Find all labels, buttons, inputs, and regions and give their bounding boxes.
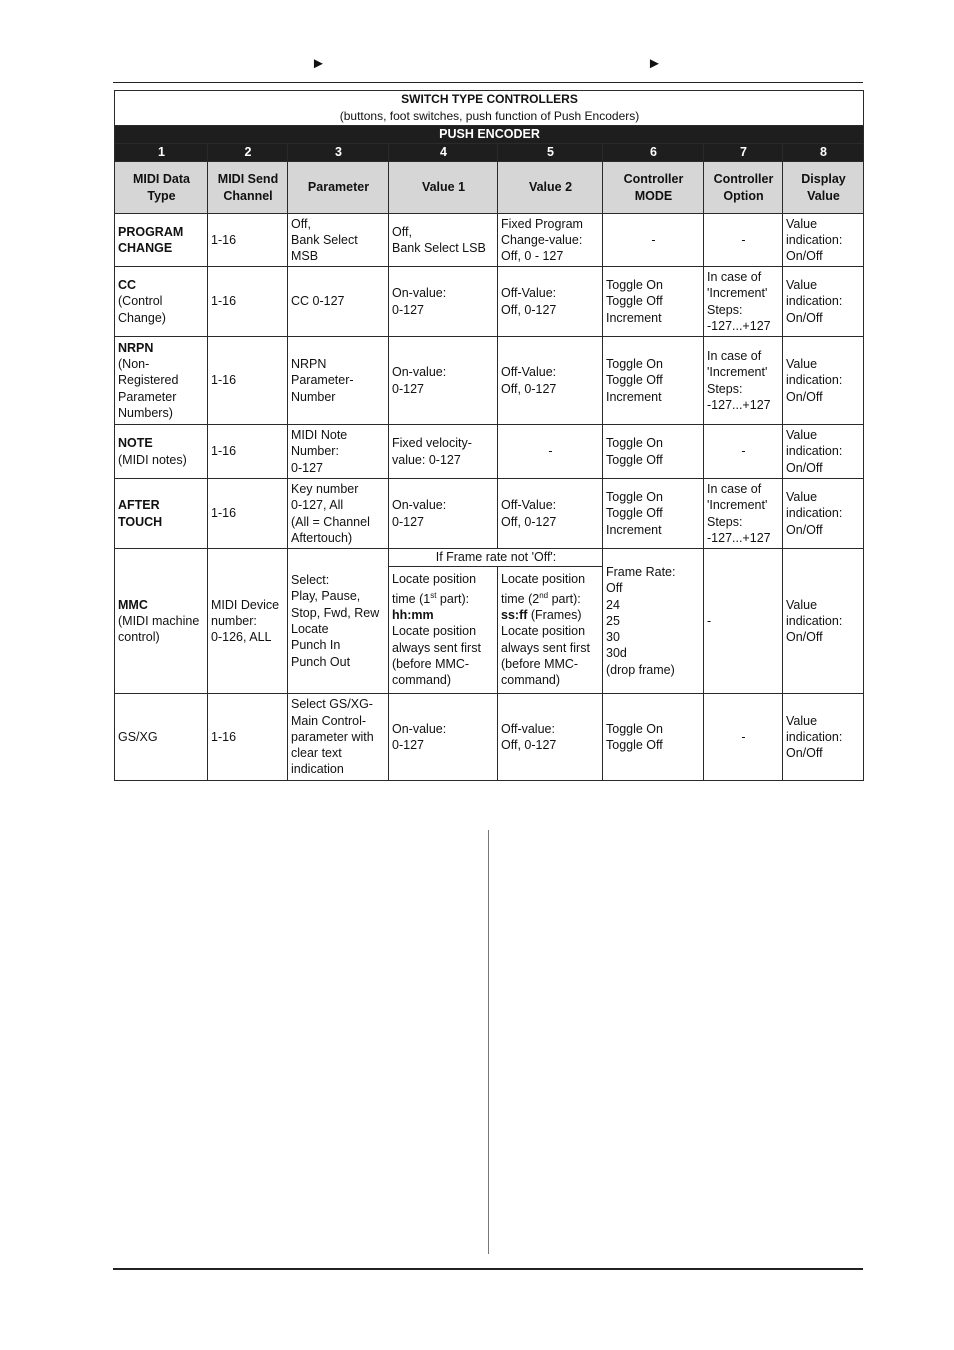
display-cell bbox=[783, 267, 864, 337]
value1-cell bbox=[389, 337, 498, 425]
gsxg-parameter-line: Select GS/XG- bbox=[291, 697, 373, 712]
mmc-value1-line: command) bbox=[392, 673, 452, 688]
channel-line: 1-16 bbox=[211, 232, 237, 247]
gsxg-value1-line: On-value: bbox=[392, 721, 447, 736]
arrow-right-icon: ► bbox=[647, 55, 662, 72]
column-number: 4 bbox=[389, 144, 498, 162]
mmc-value2-line: (before MMC- bbox=[501, 657, 579, 672]
display-line: On/Off bbox=[786, 460, 823, 475]
mode-line: Toggle On bbox=[606, 357, 663, 372]
value2-line: - bbox=[548, 444, 553, 459]
column-header bbox=[288, 162, 389, 214]
mmc-value2-cell bbox=[498, 567, 603, 694]
column-header-line: Value 2 bbox=[528, 180, 573, 195]
mmc-mode-line: (drop frame) bbox=[606, 662, 675, 677]
column-header-line: Value 1 bbox=[421, 180, 466, 195]
mmc-value1-time: time (1 bbox=[392, 591, 431, 606]
parameter-line: Key number bbox=[291, 481, 359, 496]
mmc-value2-line: command) bbox=[501, 673, 561, 688]
parameter-line: Number bbox=[291, 389, 336, 404]
display-line: Value bbox=[786, 278, 818, 293]
switch-type-controllers-table bbox=[114, 90, 864, 781]
value1-line: 0-127 bbox=[392, 381, 424, 396]
mode-line: Toggle Off bbox=[606, 452, 663, 467]
midi-data-type-cell bbox=[115, 214, 208, 267]
column-number: 8 bbox=[783, 144, 864, 162]
mmc-value2-pre: Locate position bbox=[501, 572, 586, 587]
value1-line: 0-127 bbox=[392, 514, 424, 529]
parameter-line: Parameter- bbox=[291, 373, 354, 388]
value2-line: Fixed Program bbox=[501, 216, 583, 231]
mmc-parameter-cell bbox=[288, 549, 389, 694]
value1-cell bbox=[389, 479, 498, 549]
table-row bbox=[115, 214, 864, 267]
option-line: Steps: bbox=[707, 514, 743, 529]
parameter-line: Off, bbox=[291, 216, 311, 231]
column-number: 7 bbox=[704, 144, 783, 162]
column-header-line: MIDI Send bbox=[217, 172, 279, 187]
table-body bbox=[115, 214, 864, 549]
gsxg-value1-cell bbox=[389, 694, 498, 781]
mmc-type-cell bbox=[115, 549, 208, 694]
option-cell bbox=[704, 337, 783, 425]
mode-line: Toggle Off bbox=[606, 506, 663, 521]
gsxg-value2-cell bbox=[498, 694, 603, 781]
midi-data-type-label: TOUCH bbox=[118, 514, 163, 529]
value2-cell bbox=[498, 337, 603, 425]
gsxg-display-line: indication: bbox=[786, 729, 843, 744]
column-header-row bbox=[115, 162, 864, 214]
section-header: PUSH ENCODER bbox=[115, 126, 864, 144]
mmc-mode-line: Off bbox=[606, 581, 623, 596]
midi-data-type-label: PROGRAM bbox=[118, 224, 184, 239]
table-title: SWITCH TYPE CONTROLLERS bbox=[401, 92, 578, 106]
mmc-option-cell: - bbox=[704, 549, 783, 694]
display-line: indication: bbox=[786, 444, 843, 459]
table-row bbox=[115, 267, 864, 337]
mmc-value1-pre: Locate position bbox=[392, 572, 477, 587]
column-header-line: Type bbox=[147, 188, 176, 203]
column-header-line: Channel bbox=[223, 188, 273, 203]
value2-line: Off, 0-127 bbox=[501, 514, 557, 529]
gsxg-parameter-line: parameter with bbox=[291, 729, 374, 744]
mmc-channel-line: MIDI Device bbox=[211, 597, 280, 612]
column-header bbox=[603, 162, 704, 214]
column-number-row bbox=[115, 144, 864, 162]
option-line: 'Increment' bbox=[707, 498, 768, 513]
display-line: indication: bbox=[786, 232, 843, 247]
value2-cell bbox=[498, 425, 603, 479]
value1-cell bbox=[389, 267, 498, 337]
option-line: - bbox=[741, 232, 746, 247]
option-line: Steps: bbox=[707, 302, 743, 317]
gsxg-option-cell: - bbox=[704, 694, 783, 781]
midi-data-type-desc: Registered bbox=[118, 373, 179, 388]
channel-cell bbox=[208, 214, 288, 267]
gsxg-parameter-line: Main Control- bbox=[291, 713, 367, 728]
arrow-right-icon: ► bbox=[311, 55, 326, 72]
mmc-value2-format: ss:ff bbox=[501, 608, 528, 623]
midi-data-type-label: AFTER bbox=[118, 498, 160, 513]
value2-line: Change-value: bbox=[501, 232, 583, 247]
mmc-value1-time-suffix: part): bbox=[436, 591, 470, 606]
channel-cell bbox=[208, 479, 288, 549]
mmc-channel-line: number: bbox=[211, 613, 257, 628]
table-title-row bbox=[115, 91, 864, 126]
mmc-value1-line: always sent first bbox=[392, 640, 481, 655]
column-header-line: Parameter bbox=[307, 180, 370, 195]
option-line: In case of bbox=[707, 348, 762, 363]
mmc-type-label: MMC bbox=[118, 597, 148, 612]
parameter-cell bbox=[288, 425, 389, 479]
midi-data-type-label: CHANGE bbox=[118, 241, 173, 255]
channel-line: 1-16 bbox=[211, 444, 237, 459]
display-line: Value bbox=[786, 490, 818, 505]
value2-cell bbox=[498, 214, 603, 267]
mmc-display-line: indication: bbox=[786, 613, 843, 628]
option-line: -127...+127 bbox=[707, 397, 771, 412]
mmc-value2-sup: nd bbox=[539, 590, 549, 600]
table-row bbox=[115, 425, 864, 479]
midi-data-type-desc: Numbers) bbox=[118, 405, 173, 420]
value2-line: Off, 0 - 127 bbox=[501, 249, 564, 264]
value1-cell bbox=[389, 425, 498, 479]
mode-cell bbox=[603, 214, 704, 267]
value2-line: Off-Value: bbox=[501, 498, 557, 513]
gsxg-mode-line: Toggle Off bbox=[606, 738, 663, 752]
mode-line: Toggle Off bbox=[606, 373, 663, 388]
mmc-frame-note: If Frame rate not 'Off': bbox=[389, 549, 603, 567]
table-title-cell bbox=[115, 91, 864, 126]
column-header bbox=[498, 162, 603, 214]
gsxg-value2-line: Off-value: bbox=[501, 721, 555, 736]
gsxg-parameter-cell bbox=[288, 694, 389, 781]
column-header-line: Option bbox=[723, 188, 764, 203]
mmc-mode-line: 30 bbox=[606, 630, 620, 645]
option-line: In case of bbox=[707, 269, 762, 284]
parameter-cell bbox=[288, 479, 389, 549]
mmc-value2-format-suffix: (Frames) bbox=[527, 608, 582, 623]
column-header-line: MODE bbox=[634, 188, 673, 203]
mmc-type-desc: control) bbox=[118, 630, 160, 645]
display-cell bbox=[783, 214, 864, 267]
midi-data-type-cell bbox=[115, 425, 208, 479]
parameter-line: MSB bbox=[291, 249, 319, 264]
column-header-line: Value bbox=[807, 188, 840, 203]
mode-line: Toggle Off bbox=[606, 294, 663, 309]
display-line: Value bbox=[786, 357, 818, 372]
midi-data-type-desc: (MIDI notes) bbox=[118, 452, 187, 467]
mode-line: Increment bbox=[606, 522, 662, 537]
option-line: -127...+127 bbox=[707, 530, 771, 545]
value1-line: 0-127 bbox=[392, 302, 424, 317]
mmc-mode-line: 30d bbox=[606, 646, 627, 661]
option-cell bbox=[704, 425, 783, 479]
display-cell bbox=[783, 337, 864, 425]
option-cell bbox=[704, 267, 783, 337]
mmc-value1-format: hh:mm bbox=[392, 608, 434, 623]
table-row bbox=[115, 549, 864, 567]
mmc-type-desc: (MIDI machine bbox=[118, 613, 200, 628]
mode-cell bbox=[603, 337, 704, 425]
parameter-line: (All = Channel bbox=[291, 514, 370, 529]
option-line: 'Increment' bbox=[707, 365, 768, 380]
column-header bbox=[704, 162, 783, 214]
display-line: indication: bbox=[786, 294, 843, 309]
mmc-parameter-line: Punch In bbox=[291, 638, 341, 653]
mmc-value2-line: always sent first bbox=[501, 640, 590, 655]
column-number: 6 bbox=[603, 144, 704, 162]
mode-line: Toggle On bbox=[606, 490, 663, 505]
mmc-value1-cell bbox=[389, 567, 498, 694]
mmc-value2-time-suffix: part): bbox=[548, 591, 581, 606]
display-line: indication: bbox=[786, 506, 843, 521]
gsxg-channel-cell: 1-16 bbox=[208, 694, 288, 781]
parameter-cell bbox=[288, 267, 389, 337]
column-header bbox=[389, 162, 498, 214]
mmc-channel-cell bbox=[208, 549, 288, 694]
mmc-parameter-line: Stop, Fwd, Rew bbox=[291, 605, 380, 620]
bottom-rule bbox=[113, 1268, 863, 1270]
mmc-display-line: Value bbox=[786, 597, 818, 612]
mode-cell bbox=[603, 479, 704, 549]
midi-data-type-desc: (Control bbox=[118, 294, 163, 309]
display-line: Value bbox=[786, 216, 818, 231]
parameter-line: Bank Select bbox=[291, 232, 358, 247]
gsxg-value2-line: Off, 0-127 bbox=[501, 738, 557, 752]
value2-line: Off-Value: bbox=[501, 365, 557, 380]
option-cell bbox=[704, 479, 783, 549]
table-row bbox=[115, 694, 864, 781]
midi-data-type-cell bbox=[115, 337, 208, 425]
column-number: 1 bbox=[115, 144, 208, 162]
gsxg-display-line: Value bbox=[786, 713, 818, 728]
display-line: On/Off bbox=[786, 522, 823, 537]
parameter-line: NRPN bbox=[291, 357, 327, 372]
gsxg-mode-cell bbox=[603, 694, 704, 781]
display-line: On/Off bbox=[786, 389, 823, 404]
mmc-display-line: On/Off bbox=[786, 630, 823, 645]
mode-line: Toggle On bbox=[606, 436, 663, 451]
gsxg-type-cell: GS/XG bbox=[115, 694, 208, 781]
mode-line: Increment bbox=[606, 310, 662, 325]
option-cell bbox=[704, 214, 783, 267]
column-header bbox=[783, 162, 864, 214]
display-line: On/Off bbox=[786, 249, 823, 264]
mmc-parameter-line: Play, Pause, bbox=[291, 589, 361, 604]
parameter-line: Aftertouch) bbox=[291, 530, 353, 545]
value1-line: Fixed velocity- bbox=[392, 436, 472, 451]
display-cell bbox=[783, 479, 864, 549]
value1-cell bbox=[389, 214, 498, 267]
midi-data-type-cell bbox=[115, 479, 208, 549]
display-line: indication: bbox=[786, 373, 843, 388]
mmc-parameter-line: Punch Out bbox=[291, 654, 351, 669]
option-line: -127...+127 bbox=[707, 318, 771, 333]
gsxg-display-line: On/Off bbox=[786, 746, 823, 761]
gsxg-parameter-line: clear text bbox=[291, 746, 342, 761]
mmc-display-cell bbox=[783, 549, 864, 694]
channel-line: 1-16 bbox=[211, 294, 237, 309]
mode-cell bbox=[603, 425, 704, 479]
channel-line: 1-16 bbox=[211, 506, 237, 521]
mmc-channel-line: 0-126, ALL bbox=[211, 630, 272, 645]
column-header bbox=[115, 162, 208, 214]
gsxg-parameter-line: indication bbox=[291, 762, 344, 777]
top-rule bbox=[113, 82, 863, 83]
parameter-line: MIDI Note bbox=[291, 428, 348, 443]
mmc-value1-line: Locate position bbox=[392, 624, 477, 639]
parameter-line: 0-127, All bbox=[291, 498, 344, 513]
value1-line: On-value: bbox=[392, 365, 447, 380]
parameter-line: Number: bbox=[291, 444, 339, 459]
midi-data-type-label: NOTE bbox=[118, 436, 153, 451]
column-header-line: MIDI Data bbox=[133, 172, 190, 187]
table-row bbox=[115, 479, 864, 549]
column-header-line: Controller bbox=[713, 172, 774, 187]
mode-cell bbox=[603, 267, 704, 337]
mmc-mode-line: Frame Rate: bbox=[606, 564, 676, 579]
channel-cell bbox=[208, 425, 288, 479]
value2-line: Off, 0-127 bbox=[501, 302, 557, 317]
value1-line: On-value: bbox=[392, 498, 447, 513]
value1-line: Off, bbox=[392, 224, 412, 239]
column-number: 3 bbox=[288, 144, 389, 162]
display-line: Value bbox=[786, 428, 818, 443]
mmc-parameter-line: Locate bbox=[291, 622, 329, 636]
value2-line: Off, 0-127 bbox=[501, 381, 557, 396]
value1-line: Bank Select LSB bbox=[392, 241, 486, 255]
midi-data-type-desc: Change) bbox=[118, 310, 166, 325]
mmc-mode-line: 24 bbox=[606, 597, 620, 612]
channel-cell bbox=[208, 337, 288, 425]
column-divider bbox=[488, 830, 489, 1254]
mmc-value1-sup: st bbox=[430, 590, 437, 600]
mode-line: Toggle On bbox=[606, 278, 663, 293]
column-number: 2 bbox=[208, 144, 288, 162]
midi-data-type-label: CC bbox=[118, 278, 137, 293]
mmc-value1-line: (before MMC- bbox=[392, 657, 470, 672]
value2-cell bbox=[498, 267, 603, 337]
channel-cell bbox=[208, 267, 288, 337]
table-row bbox=[115, 337, 864, 425]
parameter-cell bbox=[288, 214, 389, 267]
option-line: - bbox=[741, 444, 746, 459]
parameter-cell bbox=[288, 337, 389, 425]
mmc-value2-time: time (2 bbox=[501, 591, 540, 606]
gsxg-display-cell bbox=[783, 694, 864, 781]
gsxg-value1-line: 0-127 bbox=[392, 738, 424, 752]
column-header-line: Display bbox=[801, 172, 846, 187]
option-line: 'Increment' bbox=[707, 286, 768, 301]
display-cell bbox=[783, 425, 864, 479]
option-line: Steps: bbox=[707, 381, 743, 396]
section-header-row bbox=[115, 126, 864, 144]
mmc-mode-line: 25 bbox=[606, 613, 620, 628]
midi-data-type-desc: (Non- bbox=[118, 357, 150, 372]
parameter-line: CC 0-127 bbox=[291, 294, 345, 309]
option-line: In case of bbox=[707, 481, 762, 496]
gsxg-mode-line: Toggle On bbox=[606, 721, 663, 736]
channel-line: 1-16 bbox=[211, 373, 237, 388]
column-header bbox=[208, 162, 288, 214]
table-subtitle: (buttons, foot switches, push function of Push Encoders) bbox=[339, 109, 640, 123]
value1-line: value: 0-127 bbox=[392, 452, 461, 467]
parameter-line: 0-127 bbox=[291, 460, 323, 475]
column-number: 5 bbox=[498, 144, 603, 162]
mmc-mode-cell bbox=[603, 549, 704, 694]
value1-line: On-value: bbox=[392, 286, 447, 301]
mmc-value2-line: Locate position bbox=[501, 624, 586, 639]
midi-data-type-desc: Parameter bbox=[118, 389, 177, 404]
mode-line: - bbox=[651, 232, 656, 247]
midi-data-type-label: NRPN bbox=[118, 340, 154, 355]
value2-cell bbox=[498, 479, 603, 549]
mmc-parameter-line: Select: bbox=[291, 573, 330, 588]
display-line: On/Off bbox=[786, 310, 823, 325]
midi-data-type-cell bbox=[115, 267, 208, 337]
value2-line: Off-Value: bbox=[501, 286, 557, 301]
mode-line: Increment bbox=[606, 389, 662, 404]
column-header-line: Controller bbox=[623, 172, 684, 187]
